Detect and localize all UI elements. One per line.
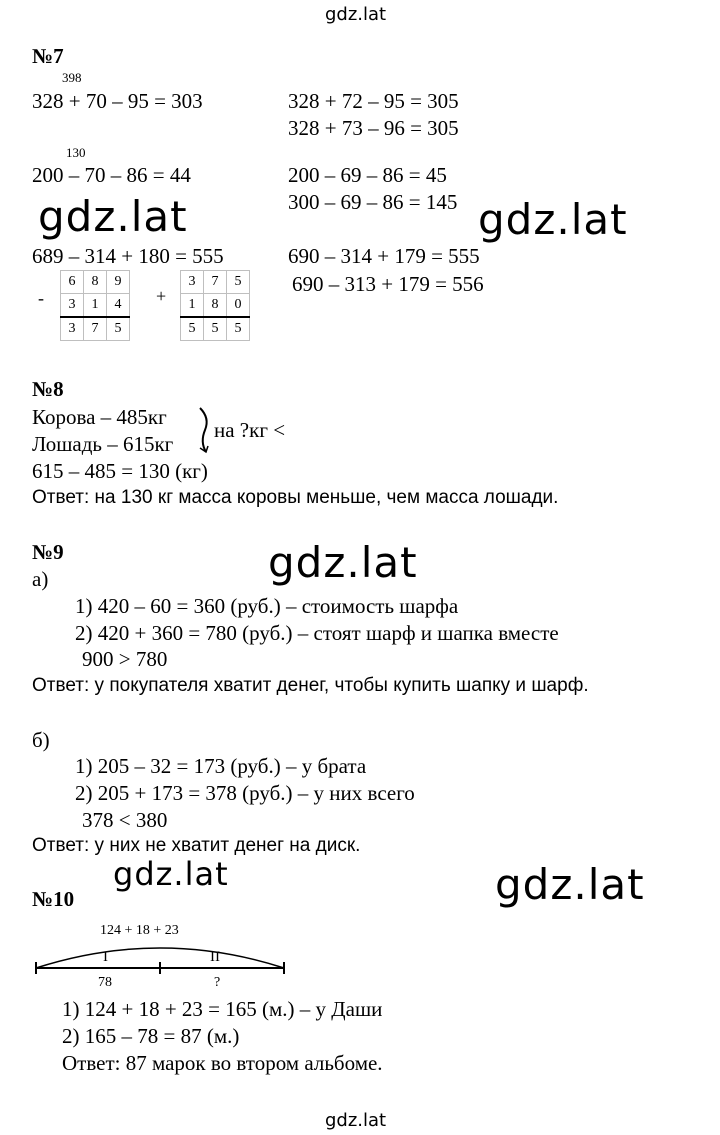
equation: 300 – 69 – 86 = 145	[288, 190, 458, 214]
equation: 328 + 70 – 95 = 303	[32, 89, 203, 113]
comparison: 378 < 380	[82, 808, 168, 832]
digit: 3	[61, 294, 84, 318]
equation: 690 – 313 + 179 = 556	[292, 272, 484, 296]
digit: 8	[84, 271, 107, 294]
digit: 4	[107, 294, 130, 318]
brace-arrow-icon	[196, 404, 214, 456]
column-subtraction	[60, 270, 130, 341]
brace-label: на ?кг <	[214, 418, 286, 442]
step: 2) 205 + 173 = 378 (руб.) – у них всего	[75, 781, 415, 805]
segment-label: II	[210, 949, 220, 965]
digit: 3	[61, 317, 84, 341]
watermark: gdz.lat	[268, 538, 418, 587]
digit: 5	[227, 317, 250, 341]
step: 2) 165 – 78 = 87 (м.)	[62, 1024, 240, 1048]
watermark-bottom: gdz.lat	[325, 1110, 387, 1131]
digit: 5	[107, 317, 130, 341]
watermark: gdz.lat	[38, 192, 188, 241]
answer: Ответ: на 130 кг масса коровы меньше, чем масса лошади.	[32, 487, 559, 508]
digit: 6	[61, 271, 84, 294]
watermark: gdz.lat	[495, 860, 645, 909]
digit: 8	[204, 294, 227, 318]
equation: 200 – 70 – 86 = 44	[32, 163, 191, 187]
digit: 5	[204, 317, 227, 341]
equation: 690 – 314 + 179 = 555	[288, 244, 480, 268]
digit: 7	[204, 271, 227, 294]
step: 1) 420 – 60 = 360 (руб.) – стоимость шарфа	[75, 594, 459, 618]
segment-diagram	[30, 936, 290, 976]
equation: 328 + 72 – 95 = 305	[288, 89, 459, 113]
segment-label: I	[103, 949, 108, 965]
answer: Ответ: у них не хватит денег на диск.	[32, 835, 361, 856]
arc-label: 124 + 18 + 23	[100, 923, 179, 938]
part-label: б)	[32, 728, 50, 752]
minus-sign: -	[38, 288, 44, 308]
task10-header: №10	[32, 887, 75, 911]
digit: 5	[227, 271, 250, 294]
task9-header: №9	[32, 540, 64, 564]
equation: 689 – 314 + 180 = 555	[32, 244, 224, 268]
task7-header: №7	[32, 44, 64, 68]
step: 2) 420 + 360 = 780 (руб.) – стоят шарф и шапка вместе	[75, 621, 559, 645]
digit: 1	[181, 294, 204, 318]
watermark-top: gdz.lat	[325, 4, 387, 25]
part-label: а)	[32, 567, 49, 591]
segment-value: ?	[214, 975, 221, 990]
given-line: Лошадь – 615кг	[32, 432, 174, 456]
answer: Ответ: 87 марок во втором альбоме.	[62, 1051, 383, 1075]
watermark: gdz.lat	[478, 195, 628, 244]
digit: 5	[181, 317, 204, 341]
step: 1) 124 + 18 + 23 = 165 (м.) – у Даши	[62, 997, 383, 1021]
given-line: Корова – 485кг	[32, 405, 167, 429]
superscript-note: 130	[66, 145, 86, 160]
step: 1) 205 – 32 = 173 (руб.) – у брата	[75, 754, 367, 778]
comparison: 900 > 780	[82, 647, 168, 671]
superscript-note: 398	[62, 70, 82, 85]
equation: 200 – 69 – 86 = 45	[288, 163, 447, 187]
column-addition	[180, 270, 250, 341]
digit: 0	[227, 294, 250, 318]
answer: Ответ: у покупателя хватит денег, чтобы купить шапку и шарф.	[32, 675, 589, 696]
equation: 328 + 73 – 96 = 305	[288, 116, 459, 140]
segment-value: 78	[98, 975, 112, 990]
plus-sign: +	[156, 286, 167, 306]
watermark: gdz.lat	[113, 855, 229, 893]
digit: 7	[84, 317, 107, 341]
task8-header: №8	[32, 377, 64, 401]
digit: 9	[107, 271, 130, 294]
digit: 3	[181, 271, 204, 294]
digit: 1	[84, 294, 107, 318]
equation: 615 – 485 = 130 (кг)	[32, 459, 208, 483]
